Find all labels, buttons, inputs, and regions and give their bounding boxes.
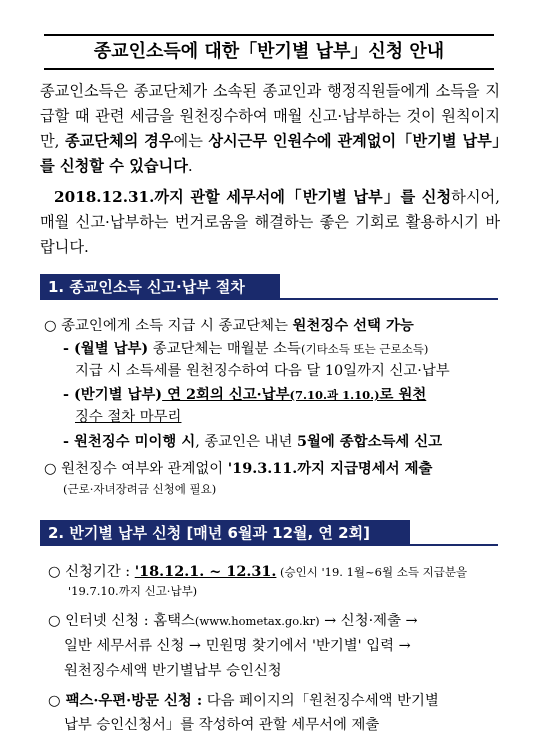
intro-paragraph-1: 종교인소득은 종교단체가 소속된 종교인과 행정직원들에게 소득을 지급할 때 관련 세금을 원천징수하여 매월 신고·납부하는 것이 원칙이지만, 종교단체의 경우에는 상시근무 인원수에 관계없이「반기별 납부」를 신청할 수 있습니다. (40, 82, 500, 175)
section-2-rule (410, 544, 498, 546)
intro-paragraph-2: 2018.12.31.까지 관할 세무서에「반기별 납부」를 신청하시어, 매월 신고·납부하는 번거로움을 해결하는 좋은 기회로 활용하시기 바랍니다. (40, 188, 500, 256)
page-title: 종교인소득에 대한「반기별 납부」신청 안내 (44, 34, 494, 70)
section-1-rule (280, 298, 498, 300)
section-1-heading: 1. 종교인소득 신고·납부 절차 (40, 274, 280, 300)
section-2-heading: 2. 반기별 납부 신청 [매년 6월과 12월, 연 2회] (40, 520, 410, 546)
